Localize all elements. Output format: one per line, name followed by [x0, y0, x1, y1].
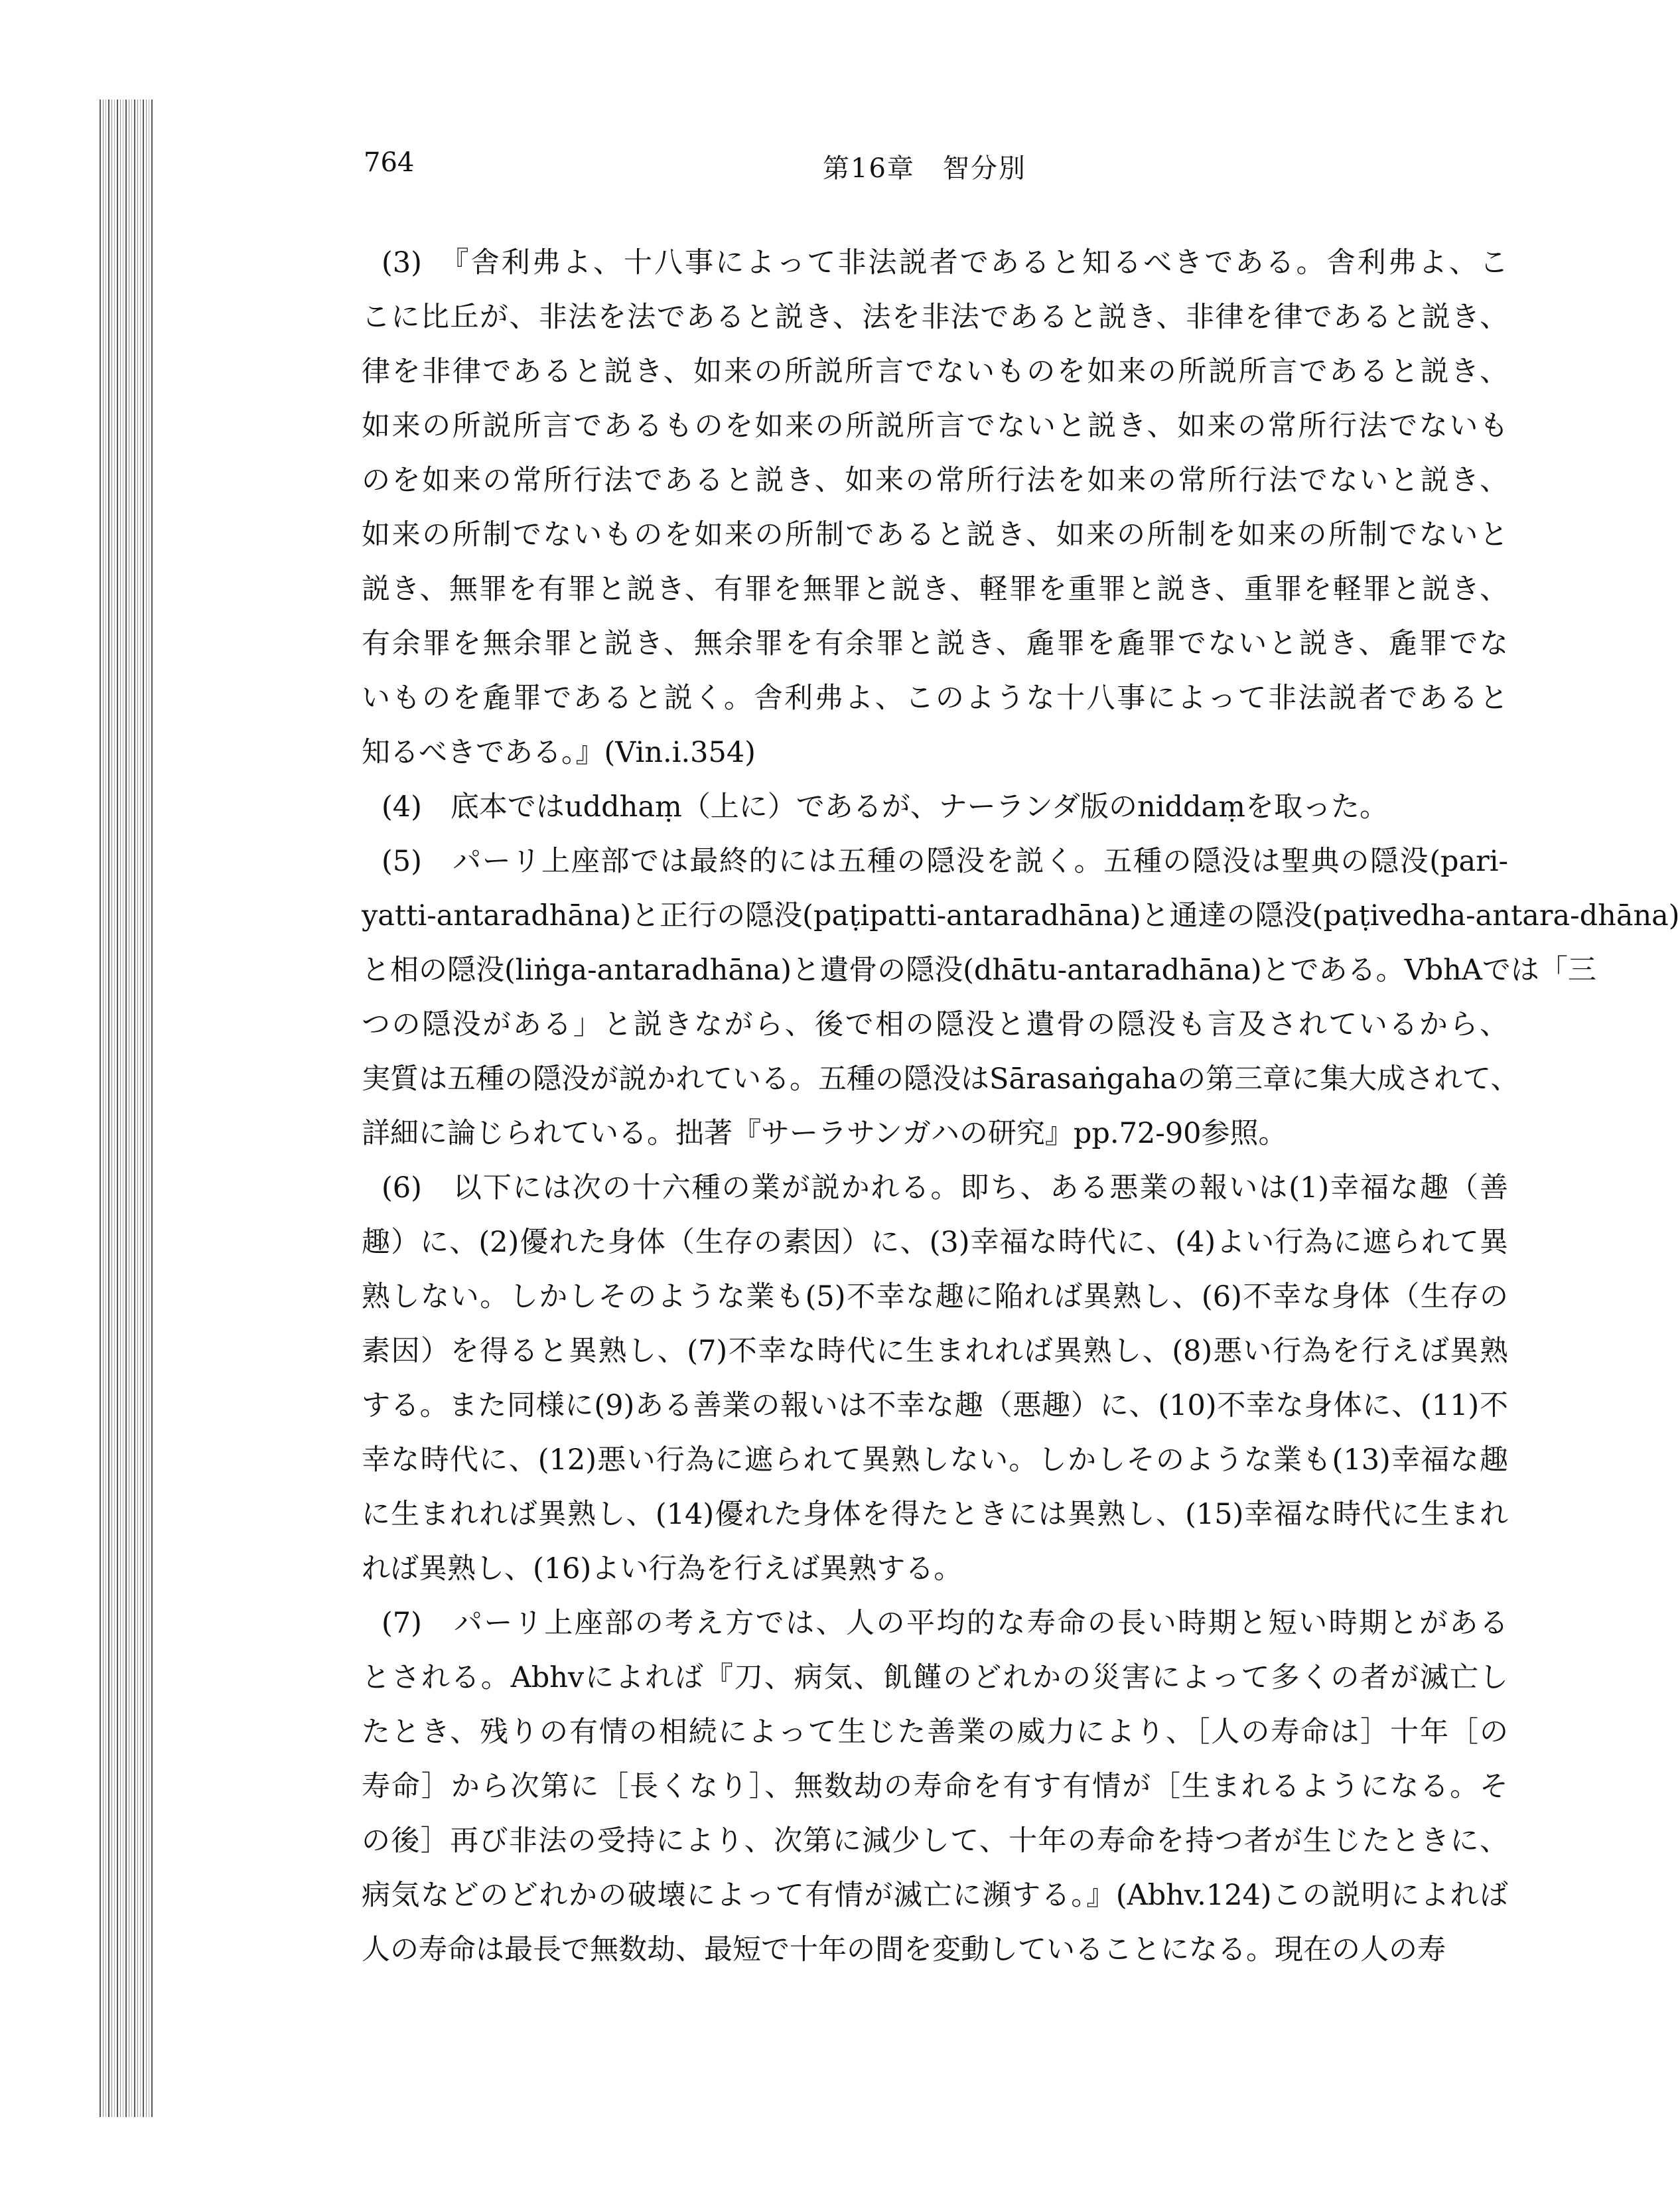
footnote-note-4	[362, 780, 1508, 834]
text-line: 如来の所説所言であるものを如来の所説所言でないと説き、如来の常所行法でないも	[362, 409, 1508, 443]
footnote-note-6	[362, 1161, 1508, 1596]
text-line: 幸な時代に、(12)悪い行為に遮られて異熟しない。しかしそのような業も(13)幸福な趣	[362, 1443, 1508, 1477]
text-line: yatti-antaradhāna)と正行の隠没(paṭipatti-antaradhāna)と通達の隠没(paṭivedha-antara-dhāna)	[362, 899, 1680, 932]
text-line: 律を非律であると説き、如来の所説所言でないものを如来の所説所言であると説き、	[362, 355, 1508, 388]
text-line: (7) パーリ上座部の考え方では、人の平均的な寿命の長い時期と短い時期とがある	[382, 1607, 1508, 1640]
text-line: (5) パーリ上座部では最終的には五種の隠没を説く。五種の隠没は聖典の隠没(pari-	[382, 845, 1508, 878]
scan-binding-edge	[100, 100, 154, 2117]
text-line: (3) 『舎利弗よ、十八事によって非法説者であると知るべきである。舎利弗よ、こ	[382, 246, 1508, 279]
footnote-note-5	[362, 834, 1680, 1161]
text-line: と相の隠没(liṅga-antaradhāna)と遺骨の隠没(dhātu-antaradhāna)とである。VbhAでは「三	[362, 954, 1596, 987]
text-line: 実質は五種の隠没が説かれている。五種の隠没はSārasaṅgahaの第三章に集大成されて、	[362, 1062, 1519, 1096]
text-line: 病気などのどれかの破壊によって有情が滅亡に瀕する。』(Abhv.124)この説明によれば	[362, 1879, 1508, 1912]
text-line: に生まれれば異熟し、(14)優れた身体を得たときには異熟し、(15)幸福な時代に生まれ	[362, 1498, 1508, 1531]
text-line: 詳細に論じられている。拙著『サーラサンガハの研究』pp.72-90参照。	[362, 1117, 1287, 1150]
footnote-note-7	[362, 1596, 1508, 1977]
page-number: 764	[364, 147, 415, 178]
text-line: 有余罪を無余罪と説き、無余罪を有余罪と説き、麁罪を麁罪でないと説き、麁罪でな	[362, 627, 1508, 660]
text-line: 素因）を得ると異熟し、(7)不幸な時代に生まれれば異熟し、(8)悪い行為を行えば異熟	[362, 1335, 1508, 1368]
text-line: 人の寿命は最長で無数劫、最短で十年の間を変動していることになる。現在の人の寿	[362, 1933, 1446, 1966]
text-line: こに比丘が、非法を法であると説き、法を非法であると説き、非律を律であると説き、	[362, 301, 1508, 334]
footnote-note-3	[362, 236, 1508, 780]
text-line: 寿命］から次第に［長くなり］、無数劫の寿命を有す有情が［生まれるようになる。そ	[362, 1770, 1508, 1803]
text-line: (6) 以下には次の十六種の業が説かれる。即ち、ある悪業の報いは(1)幸福な趣（善	[382, 1171, 1508, 1205]
text-line: とされる。Abhvによれば『刀、病気、飢饉のどれかの災害によって多くの者が滅亡し	[362, 1661, 1508, 1694]
text-line: 説き、無罪を有罪と説き、有罪を無罪と説き、軽罪を重罪と説き、重罪を軽罪と説き、	[362, 573, 1508, 606]
text-line: (4) 底本ではuddhaṃ（上に）であるが、ナーランダ版のniddaṃを取った。	[382, 790, 1388, 824]
running-title: 第16章 智分別	[823, 153, 1026, 184]
text-line: つの隠没がある」と説きながら、後で相の隠没と遺骨の隠没も言及されているから、	[362, 1008, 1508, 1041]
page-header	[0, 147, 1553, 187]
text-line: 如来の所制でないものを如来の所制であると説き、如来の所制を如来の所制でないと	[362, 518, 1508, 551]
page-body	[362, 236, 1680, 1977]
text-line: 知るべきである。』(Vin.i.354)	[362, 736, 756, 769]
text-line: れば異熟し、(16)よい行為を行えば異熟する。	[362, 1552, 963, 1585]
text-line: の後］再び非法の受持により、次第に減少して、十年の寿命を持つ者が生じたときに、	[362, 1824, 1508, 1858]
text-line: たとき、残りの有情の相続によって生じた善業の威力により、［人の寿命は］十年［の	[362, 1716, 1508, 1749]
text-line: する。また同様に(9)ある善業の報いは不幸な趣（悪趣）に、(10)不幸な身体に、(11)不	[362, 1389, 1508, 1422]
text-line: 熟しない。しかしそのような業も(5)不幸な趣に陥れば異熟し、(6)不幸な身体（生存の	[362, 1280, 1508, 1313]
text-line: 趣）に、(2)優れた身体（生存の素因）に、(3)幸福な時代に、(4)よい行為に遮られて異	[362, 1226, 1508, 1259]
text-line: のを如来の常所行法であると説き、如来の常所行法を如来の常所行法でないと説き、	[362, 464, 1508, 497]
text-line: いものを麁罪であると説く。舎利弗よ、このような十八事によって非法説者であると	[362, 682, 1508, 715]
